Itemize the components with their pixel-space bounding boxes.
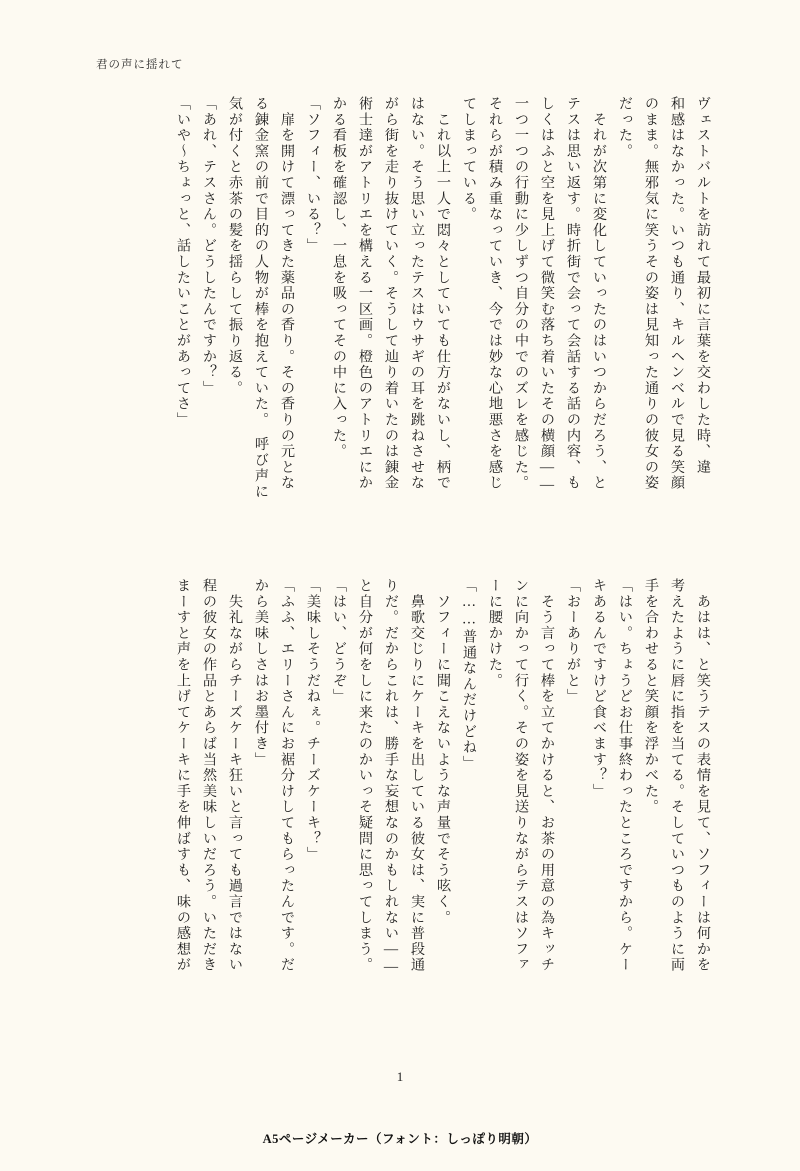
text-line: 考えたように唇に指を当てる。そしていつものように両 bbox=[669, 578, 685, 973]
lower-line-group bbox=[170, 578, 716, 977]
text-line: 程の彼女の作品とあらば当然美味しいだろう。いただき bbox=[201, 578, 217, 973]
text-line: 和感はなかった。いつも通り、キルヘンベルで見る笑顔 bbox=[669, 96, 685, 491]
text-line: 「おーありがと」 bbox=[565, 578, 581, 705]
text-line: 「美味しそうだねぇ。チーズケーキ？」 bbox=[305, 578, 321, 863]
text-line: ソフィーに聞こえないような声量でそう呟く。 bbox=[435, 578, 451, 926]
upper-text-block bbox=[170, 96, 716, 516]
text-line: る錬金窯の前で目的の人物が棒を抱えていた。 呼び声に bbox=[253, 96, 269, 500]
text-line: がら街を走り抜けていく。そうして辿り着いたのは錬金 bbox=[383, 96, 399, 491]
text-line: から美味しさはお墨付き」 bbox=[253, 578, 269, 768]
text-line: だった。 bbox=[617, 96, 633, 160]
text-line: それらが積み重なっていき、今では妙な心地悪さを感じ bbox=[487, 96, 503, 491]
text-line: 「いや～ちょっと、話したいことがあってさ」 bbox=[175, 96, 191, 428]
text-line: しくはふと空を見上げて微笑む落ち着いたその横顔—— bbox=[539, 96, 555, 495]
text-line: 気が付くと赤茶の髪を揺らして振り返る。 bbox=[227, 96, 243, 397]
text-line: 扉を開けて漂ってきた薬品の香り。その香りの元とな bbox=[279, 96, 295, 491]
running-title: 君の声に揺れて bbox=[96, 59, 184, 71]
text-line: 「ソフィー、いる？」 bbox=[305, 96, 321, 254]
text-line: 「はい。ちょうどお仕事終わったところですから。ケー bbox=[617, 578, 633, 973]
text-line: りだ。だからこれは、勝手な妄想なのかもしれない—— bbox=[383, 578, 399, 977]
body-text-area bbox=[96, 96, 716, 1056]
text-line: と自分が何をしに来たのかいっそ疑問に思ってしまう。 bbox=[357, 578, 373, 973]
text-line: 失礼ながらチーズケーキ狂いと言っても過言ではない bbox=[227, 578, 243, 973]
text-line: あはは、と笑うテスの表情を見て、ソフィーは何かを bbox=[695, 578, 711, 973]
text-line: 一つ一つの行動に少しずつ自分の中でのズレを感じた。 bbox=[513, 96, 529, 491]
text-line: かる看板を確認し、一息を吸ってその中に入った。 bbox=[331, 96, 347, 460]
text-line: てしまっている。 bbox=[461, 96, 477, 223]
page-number: 1 bbox=[396, 1069, 404, 1084]
text-line: ンに向かって行く。その姿を見送りながらテスはソファ bbox=[513, 578, 529, 973]
text-line: まーすと声を上げてケーキに手を伸ばすも、味の感想が bbox=[175, 578, 191, 973]
text-line: 「はい、どうぞ」 bbox=[331, 578, 347, 705]
text-line: 「……普通なんだけどね」 bbox=[461, 578, 477, 772]
footer-credit: A5ページメーカー（フォント：しっぽり明朝） bbox=[262, 1132, 538, 1146]
upper-line-group bbox=[170, 96, 716, 500]
text-line: のまま。無邪気に笑うその姿は見知った通りの彼女の姿 bbox=[643, 96, 659, 491]
text-line: キあるんですけど食べます？」 bbox=[591, 578, 607, 800]
text-line: 術士達がアトリエを構える一区画。橙色のアトリエにか bbox=[357, 96, 373, 491]
text-line: ーに腰かけた。 bbox=[487, 578, 503, 689]
text-line: 「ふふ、エリーさんにお裾分けしてもらったんです。だ bbox=[279, 578, 295, 973]
text-line: 手を合わせると笑顔を浮かべた。 bbox=[643, 578, 659, 815]
text-line: はない。そう思い立ったテスはウサギの耳を跳ねさせな bbox=[409, 96, 425, 491]
text-line: ヴェストバルトを訪れて最初に言葉を交わした時、違 bbox=[695, 96, 711, 476]
lower-text-block bbox=[170, 578, 716, 1056]
text-line: 鼻歌交じりにケーキを出している彼女は、実に普段通 bbox=[409, 578, 425, 973]
text-line: 「あれ、テスさん。どうしたんですか？」 bbox=[201, 96, 217, 397]
text-line: それが次第に変化していったのはいつからだろう、と bbox=[591, 96, 607, 491]
text-line: これ以上一人で悶々としていても仕方がないし、柄で bbox=[435, 96, 451, 491]
text-line: テスは思い返す。時折街で会って会話する話の内容、も bbox=[565, 96, 581, 491]
text-line: そう言って棒を立てかけると、お茶の用意の為キッチ bbox=[539, 578, 555, 973]
